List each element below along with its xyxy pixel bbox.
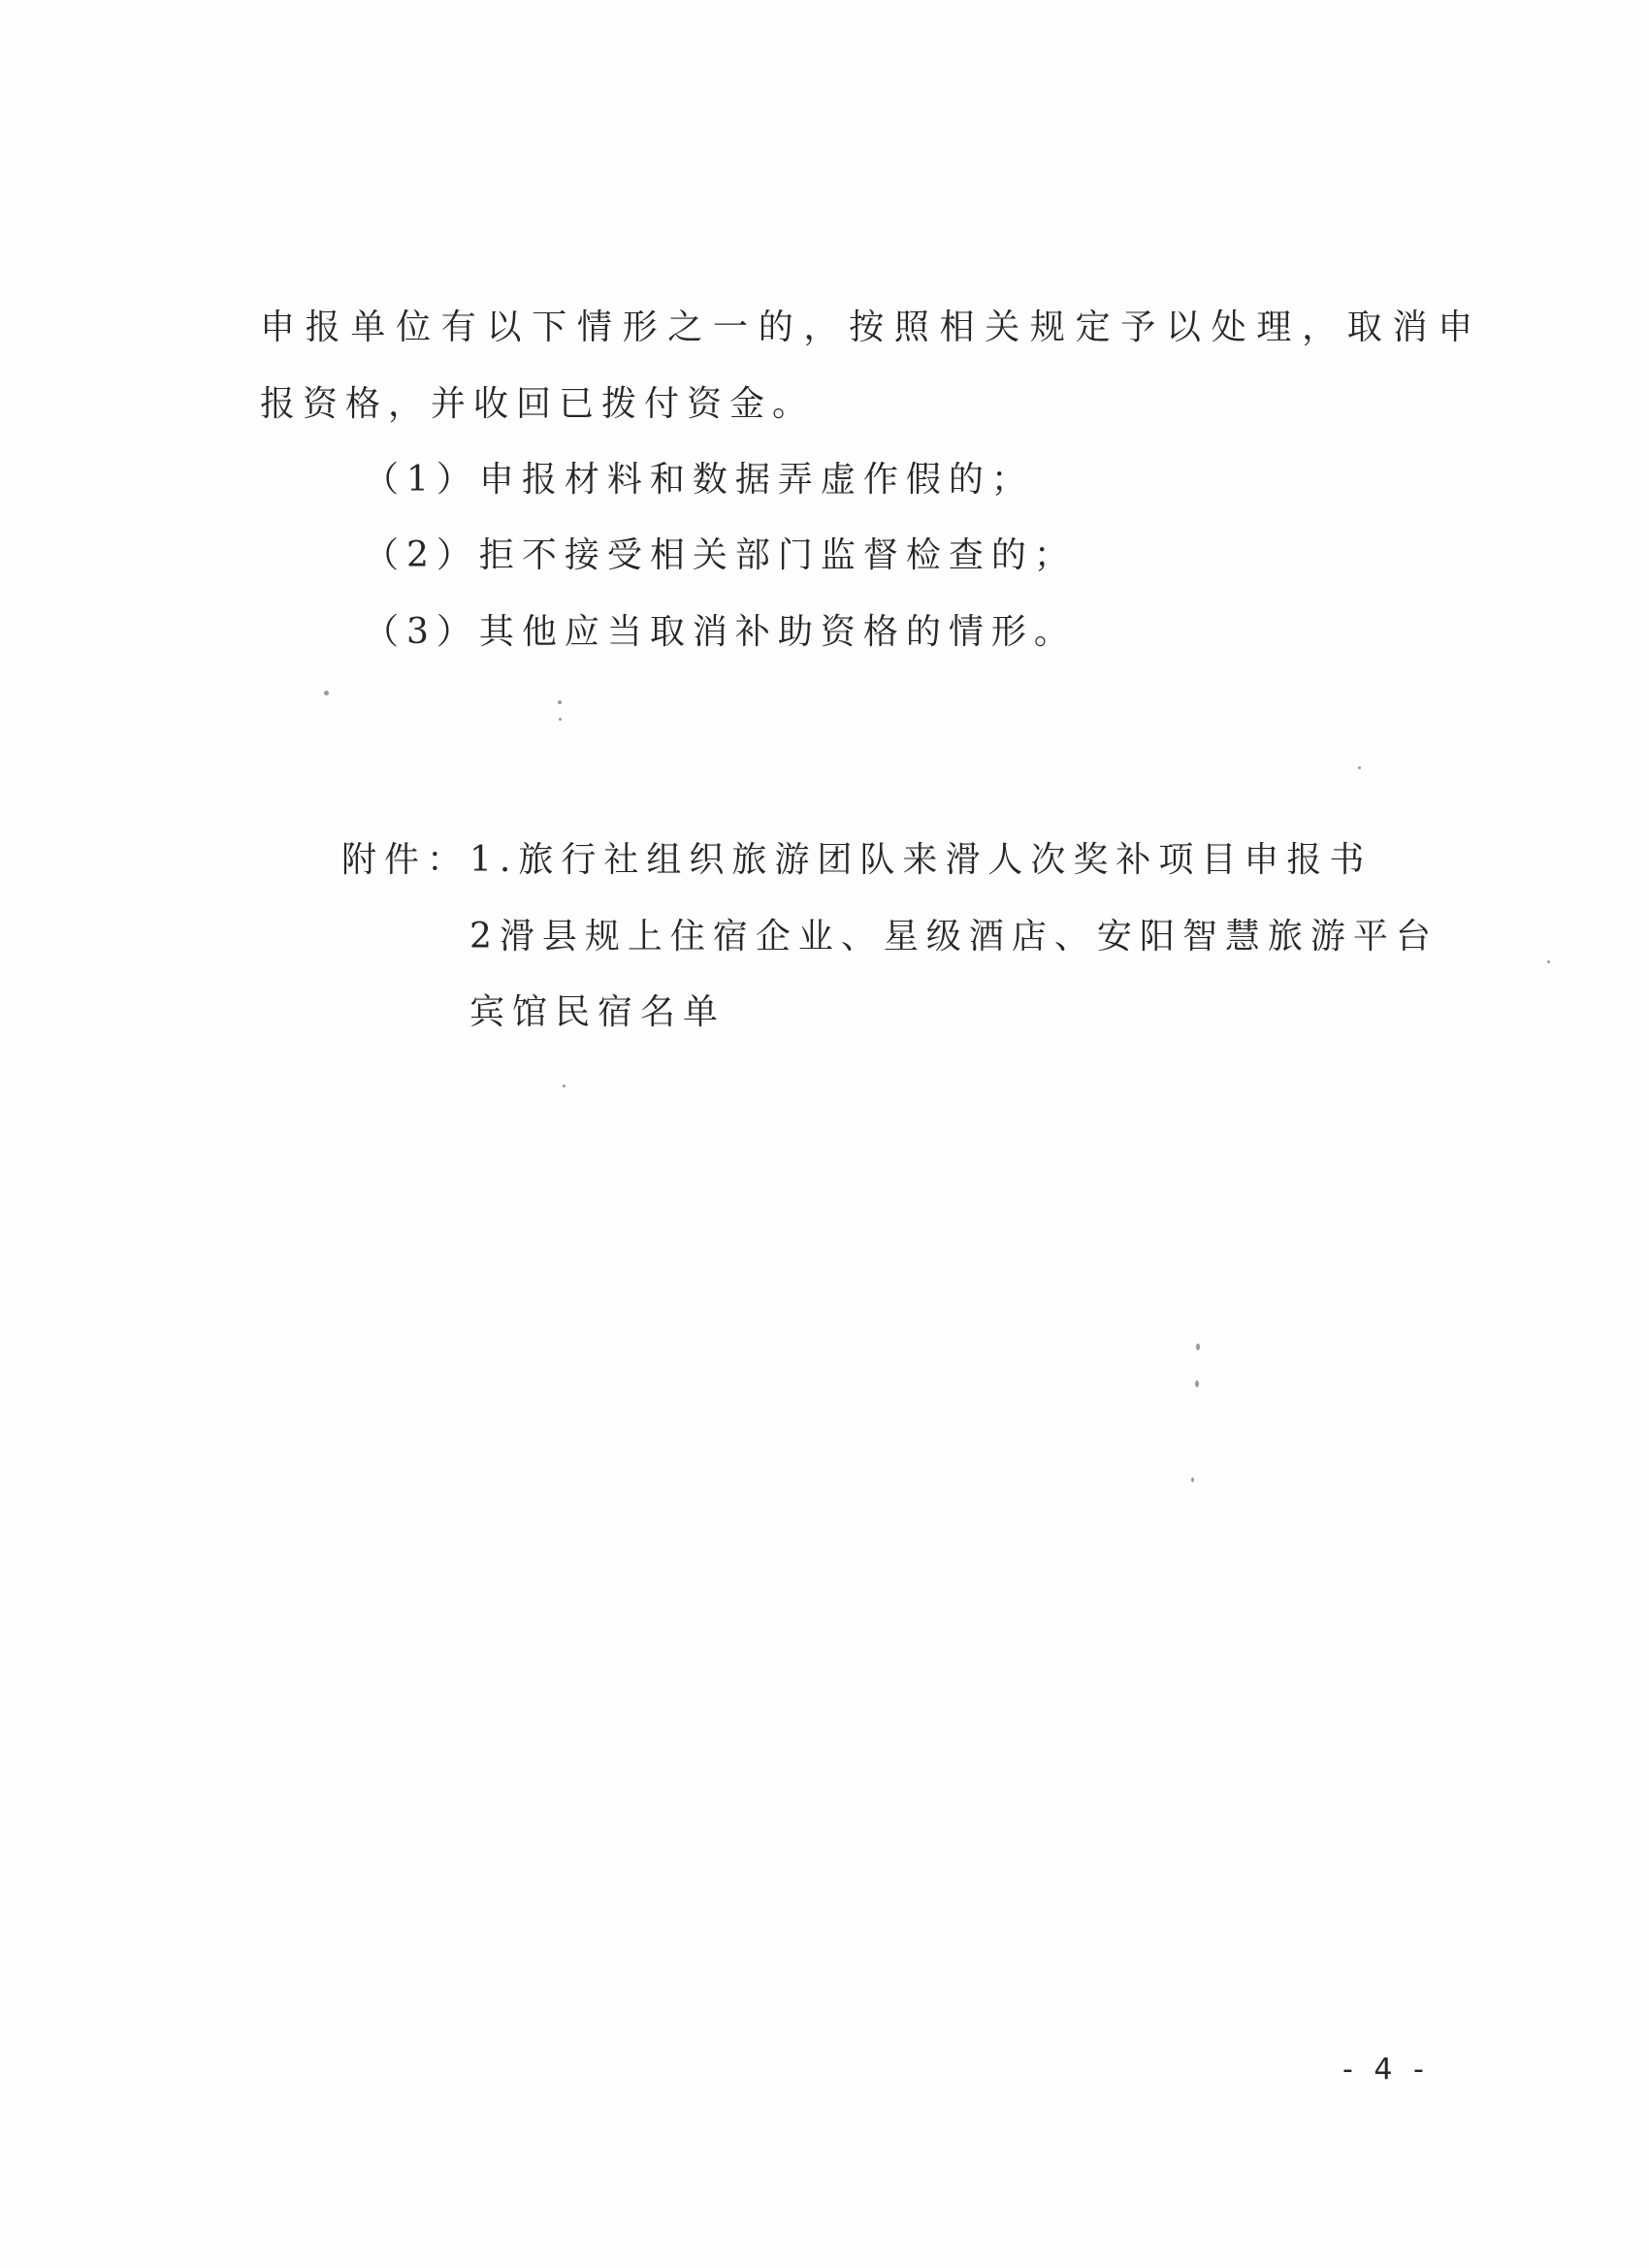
scan-speck bbox=[558, 700, 562, 704]
scan-speck bbox=[1195, 1380, 1199, 1387]
scan-speck bbox=[1196, 1344, 1200, 1350]
attachment-item-2-line-1: 2滑县规上住宿企业、星级酒店、安阳智慧旅游平台 bbox=[469, 917, 1439, 956]
list-item-1: （1）申报材料和数据弄虚作假的； bbox=[364, 460, 1034, 500]
scan-speck bbox=[1547, 960, 1550, 963]
list-item-3: （3）其他应当取消补助资格的情形。 bbox=[364, 612, 1077, 652]
list-item-2: （2）拒不接受相关部门监督检查的； bbox=[364, 535, 1077, 575]
scan-speck bbox=[563, 1085, 566, 1087]
paragraph-line-1: 申报单位有以下情形之一的，按照相关规定予以处理，取消申 bbox=[260, 308, 1483, 347]
attachment-item-1: 1.旅行社组织旅游团队来滑人次奖补项目申报书 bbox=[469, 840, 1373, 880]
scan-speck bbox=[1358, 766, 1361, 769]
page-number: - 4 - bbox=[1342, 2053, 1430, 2087]
paragraph-line-2: 报资格，并收回已拨付资金。 bbox=[260, 384, 816, 424]
attachments-label: 附件： bbox=[341, 840, 470, 880]
attachment-item-2-line-2: 宾馆民宿名单 bbox=[469, 992, 727, 1032]
scan-speck bbox=[324, 691, 329, 696]
scan-speck bbox=[1191, 1477, 1194, 1482]
scan-speck bbox=[559, 718, 562, 721]
